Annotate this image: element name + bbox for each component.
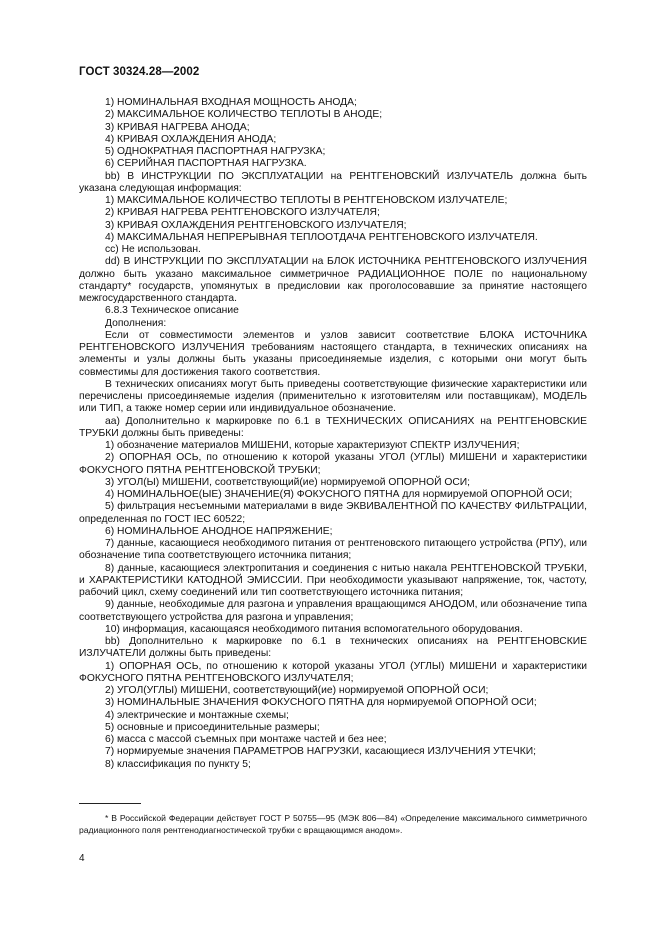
list-item: 10) информация, касающаяся необходимого питания вспомогательного оборудования. bbox=[105, 623, 523, 635]
list-item: 1) ОПОРНАЯ ОСЬ, по отношению к которой указаны УГОЛ (УГЛЫ) МИШЕНИ и характеристики ФОКУСНОГО ПЯТНА РЕНТГЕНОВСКОГО ИЗЛУЧАТЕЛЯ; bbox=[79, 660, 587, 684]
list-item: 1) обозначение материалов МИШЕНИ, которые характеризуют СПЕКТР ИЗЛУЧЕНИЯ; bbox=[105, 440, 520, 451]
list-item: 5) ОДНОКРАТНАЯ ПАСПОРТНАЯ НАГРУЗКА; bbox=[105, 146, 326, 157]
list-item: 2) МАКСИМАЛЬНОЕ КОЛИЧЕСТВО ТЕПЛОТЫ В АНОДЕ; bbox=[105, 109, 383, 121]
document-body bbox=[79, 97, 587, 771]
footnote bbox=[79, 812, 587, 836]
list-item: 4) МАКСИМАЛЬНАЯ НЕПРЕРЫВНАЯ ТЕПЛООТДАЧА РЕНТГЕНОВСКОГО ИЗЛУЧАТЕЛЯ. bbox=[105, 231, 538, 243]
list-item: 4) КРИВАЯ ОХЛАЖДЕНИЯ АНОДА; bbox=[105, 133, 277, 145]
list-item: 9) данные, необходимые для разгона и управления вращающимся АНОДОМ, или обозначение типа соответствующего устройства для разгона и управления; bbox=[79, 599, 587, 623]
list-item: 4) НОМИНАЛЬНОЕ(ЫЕ) ЗНАЧЕНИЕ(Я) ФОКУСНОГО ПЯТНА для нормируемой ОПОРНОЙ ОСИ; bbox=[105, 489, 573, 500]
list-item: 2) УГОЛ(УГЛЫ) МИШЕНИ, соответствующий(ие) нормируемой ОПОРНОЙ ОСИ; bbox=[105, 685, 489, 696]
list-item: 4) электрические и монтажные схемы; bbox=[105, 709, 289, 721]
paragraph-bb: bb) В ИНСТРУКЦИИ ПО ЭКСПЛУАТАЦИИ на РЕНТГЕНОВСКИЙ ИЗЛУЧАТЕЛЬ должна быть указана следующая информация: bbox=[79, 170, 587, 194]
footnote-text: * В Российской Федерации действует ГОСТ Р 50755—95 (МЭК 806—84) «Определение максимального симметричного радиационного поля рентгенодиагностической трубки с вращающимся анодом». bbox=[79, 813, 587, 835]
list-item: 7) данные, касающиеся необходимого питания от рентгеновского питающего устройства (РПУ), или обозначение типа соответствующего источника питания; bbox=[79, 538, 587, 562]
paragraph-dd: dd) В ИНСТРУКЦИИ ПО ЭКСПЛУАТАЦИИ на БЛОК ИСТОЧНИКА РЕНТГЕНОВСКОГО ИЗЛУЧЕНИЯ должно быть указано максимальное симметричное РАДИАЦИОННОЕ ПОЛЕ по национальному стандарту* государств, упомянутых в предисловии как проголосовавшие за принятие настоящего межгосударственного стандарта. bbox=[79, 256, 587, 304]
list-item: 7) нормируемые значения ПАРАМЕТРОВ НАГРУЗКИ, касающиеся ИЗЛУЧЕНИЯ УТЕЧКИ; bbox=[105, 746, 536, 758]
list-item: 2) КРИВАЯ НАГРЕВА РЕНТГЕНОВСКОГО ИЗЛУЧАТЕЛЯ; bbox=[105, 207, 380, 219]
list-item: 6) СЕРИЙНАЯ ПАСПОРТНАЯ НАГРУЗКА. bbox=[105, 158, 307, 170]
list-item: 8) классификация по пункту 5; bbox=[105, 758, 251, 770]
list-item: 3) КРИВАЯ ОХЛАЖДЕНИЯ РЕНТГЕНОВСКОГО ИЗЛУЧАТЕЛЯ; bbox=[105, 219, 407, 231]
additions-label: Дополнения: bbox=[105, 317, 167, 329]
list-item: 3) НОМИНАЛЬНЫЕ ЗНАЧЕНИЯ ФОКУСНОГО ПЯТНА для нормируемой ОПОРНОЙ ОСИ; bbox=[105, 697, 537, 709]
section-heading: 6.8.3 Техническое описание bbox=[105, 305, 239, 317]
list-item: 5) фильтрация несъемными материалами в виде ЭКВИВАЛЕНТНОЙ ПО КАЧЕСТВУ ФИЛЬТРАЦИИ, определенная по ГОСТ IEC 60522; bbox=[79, 501, 587, 525]
list-item: 6) НОМИНАЛЬНОЕ АНОДНОЕ НАПРЯЖЕНИЕ; bbox=[105, 525, 333, 537]
paragraph-aa: aa) Дополнительно к маркировке по 6.1 в ТЕХНИЧЕСКИХ ОПИСАНИЯХ на РЕНТГЕНОВСКИЕ ТРУБКИ должны быть приведены: bbox=[79, 415, 587, 439]
list-item: 1) НОМИНАЛЬНАЯ ВХОДНАЯ МОЩНОСТЬ АНОДА; bbox=[105, 97, 357, 108]
footnote-divider bbox=[79, 803, 141, 804]
paragraph: В технических описаниях могут быть приведены соответствующие физические характеристики или перечислены присоединяемые изделия (применительно к изготовителям или поставщикам), МОДЕЛЬ или ТИП, а также номер серии или индивидуальное обозначение. bbox=[79, 378, 587, 415]
paragraph-bb2: bb) Дополнительно к маркировке по 6.1 в технических описаниях на РЕНТГЕНОВСКИЕ ИЗЛУЧАТЕЛИ должны быть приведены: bbox=[79, 636, 587, 660]
list-item: 3) КРИВАЯ НАГРЕВА АНОДА; bbox=[105, 121, 250, 133]
list-item: 8) данные, касающиеся электропитания и соединения с нитью накала РЕНТГЕНОВСКОЙ ТРУБКИ, и ХАРАКТЕРИСТИКИ КАТОДНОЙ ЭМИССИИ. При необходимости указывают напряжение, ток, частоту, рабочий цикл, схему соединений или тип соответствующего источника питания; bbox=[79, 562, 587, 598]
list-item: 3) УГОЛ(Ы) МИШЕНИ, соответствующий(ие) нормируемой ОПОРНОЙ ОСИ; bbox=[105, 476, 471, 488]
list-item: 1) МАКСИМАЛЬНОЕ КОЛИЧЕСТВО ТЕПЛОТЫ В РЕНТГЕНОВСКОМ ИЗЛУЧАТЕЛЕ; bbox=[105, 195, 508, 206]
list-item: 5) основные и присоединительные размеры; bbox=[105, 721, 320, 733]
paragraph: Если от совместимости элементов и узлов зависит соответствие БЛОКА ИСТОЧНИКА РЕНТГЕНОВСКОГО ИЗЛУЧЕНИЯ требованиям настоящего стандарта, в технических описаниях на элементы и узлы должны быть указаны присоединяемые изделия, с которыми они могут быть совместимы для достижения такого соответствия. bbox=[79, 329, 587, 378]
document-header: ГОСТ 30324.28—2002 bbox=[79, 66, 200, 78]
list-item: 2) ОПОРНАЯ ОСЬ, по отношению к которой указаны УГОЛ (УГЛЫ) МИШЕНИ и характеристики ФОКУСНОГО ПЯТНА РЕНТГЕНОВСКОЙ ТРУБКИ; bbox=[79, 452, 587, 476]
paragraph-cc: cc) Не использован. bbox=[105, 244, 201, 255]
list-item: 6) масса с массой съемных при монтаже частей и без нее; bbox=[105, 734, 387, 745]
page-number: 4 bbox=[79, 853, 85, 864]
